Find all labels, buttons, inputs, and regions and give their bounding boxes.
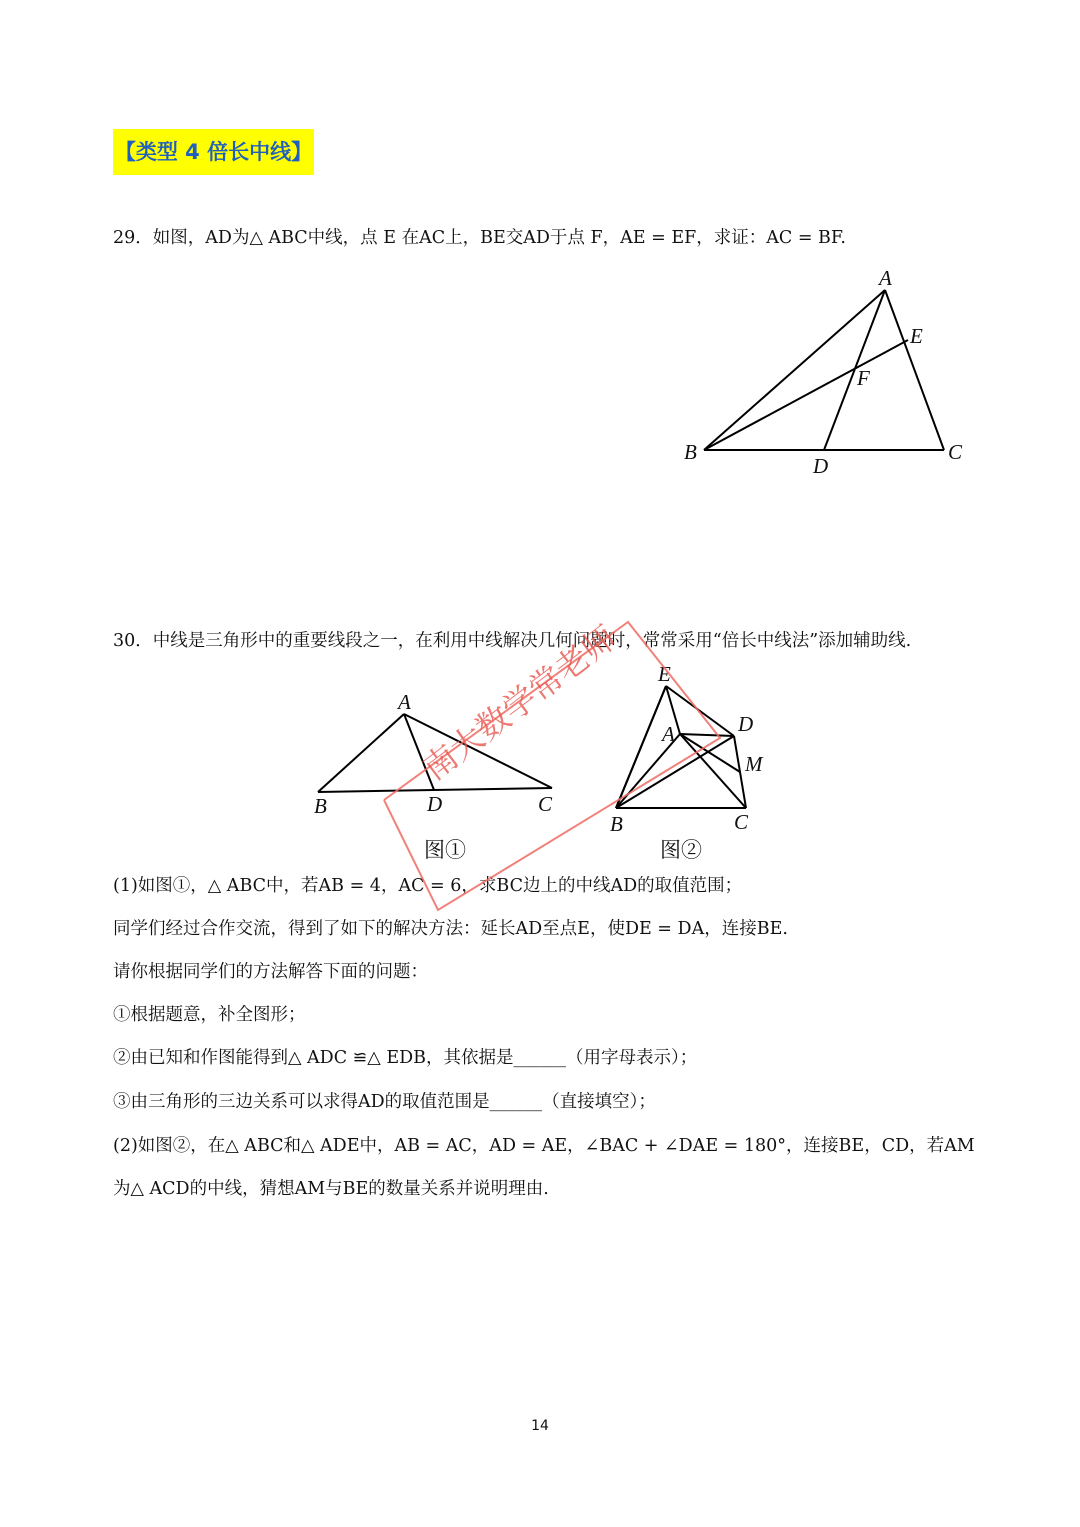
point-label-a: A — [879, 266, 892, 290]
fig1-point-c: C — [538, 792, 553, 816]
q30-line-7: (2)如图②，在△ ABC和△ ADE中，AB = AC，AD = AE，∠BAC + ∠DAE = 180°，连接BE，CD，若AM — [113, 1136, 975, 1156]
point-label-c: C — [948, 440, 963, 464]
question-text: 如图，AD为△ ABC中线，点 E 在AC上，BE交AD于点 F，AE = EF，求证：AC = BF. — [152, 228, 846, 248]
question-number: 30． — [113, 631, 153, 651]
watermark-text: 南大数学常老师 — [415, 617, 624, 788]
point-label-f: F — [857, 366, 870, 390]
q30-line-2: 同学们经过合作交流，得到了如下的解决方法：延长AD至点E，使DE = DA，连接BE. — [113, 919, 788, 939]
q30-line-4: ①根据题意，补全图形； — [113, 1005, 306, 1025]
point-label-b: B — [684, 440, 697, 464]
fig1-caption: 图① — [424, 838, 466, 862]
fig2-point-b: B — [610, 812, 623, 836]
question-29 — [113, 226, 846, 250]
fig2-point-m: M — [745, 752, 763, 776]
fig1-point-a: A — [398, 690, 411, 714]
point-label-d: D — [813, 454, 829, 478]
q30-line-6: ③由三角形的三边关系可以求得AD的取值范围是______（直接填空）； — [113, 1092, 656, 1112]
question-30 — [113, 629, 911, 653]
fig2-caption: 图② — [660, 838, 702, 862]
fig1-point-b: B — [314, 794, 327, 818]
fig1-point-d: D — [427, 792, 443, 816]
q30-line-5: ②由已知和作图能得到△ ADC ≌△ EDB，其依据是______（用字母表示）； — [113, 1048, 698, 1068]
section-tag: 【类型 4 倍长中线】 — [113, 129, 314, 175]
fig2-point-e: E — [658, 662, 671, 686]
question-intro: 中线是三角形中的重要线段之一，在利用中线解决几何问题时，常常采用“倍长中线法”添加辅助线. — [152, 631, 912, 651]
question-number: 29． — [113, 228, 153, 248]
fig2-point-d: D — [738, 712, 754, 736]
q30-line-1: (1)如图①，△ ABC中，若AB = 4，AC = 6，求BC边上的中线AD的取值范围； — [113, 876, 743, 896]
q30-line-8: 为△ ACD的中线，猜想AM与BE的数量关系并说明理由. — [113, 1179, 549, 1199]
fig2-point-a: A — [662, 722, 675, 746]
page-number: 14 — [531, 1418, 549, 1434]
fig2-point-c: C — [734, 810, 749, 834]
point-label-e: E — [910, 324, 923, 348]
q30-line-3: 请你根据同学们的方法解答下面的问题： — [113, 962, 428, 982]
